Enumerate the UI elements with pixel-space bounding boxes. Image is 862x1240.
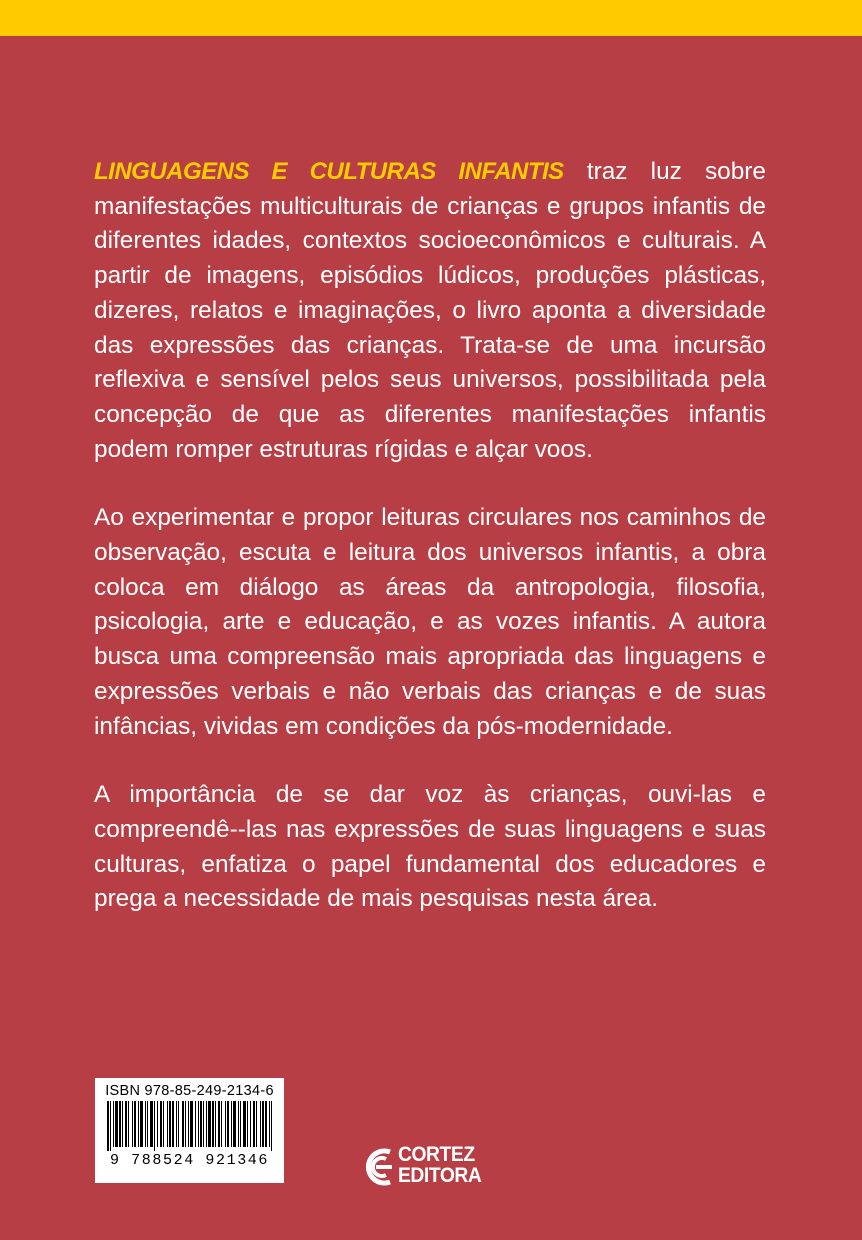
barcode-bar <box>150 1101 153 1147</box>
barcode-bar <box>250 1101 251 1147</box>
barcode-bar <box>160 1101 162 1147</box>
back-cover-blurb <box>94 155 766 917</box>
barcode-bar <box>140 1101 143 1147</box>
barcode-bar <box>172 1101 174 1147</box>
barcode-bar <box>188 1101 189 1147</box>
blurb-paragraph-1 <box>94 155 766 467</box>
blurb-paragraph-2: Ao experimentar e propor leituras circulares nos caminhos de observação, escuta e leitura dos universos infantis, a obra coloca em diálogo as áreas da antropologia, filosofia, psicologia, arte e educação, e as vozes infantis. A autora busca uma compreensão mais apropriada das linguagens e expressões verbais e não verbais das crianças e de suas infâncias, vividas em condições da pós-modernidade. <box>94 504 766 740</box>
barcode-bar <box>176 1101 177 1147</box>
barcode-bar <box>113 1101 114 1147</box>
barcode-bar <box>115 1101 118 1147</box>
top-yellow-band <box>0 0 862 36</box>
barcode-bar <box>147 1101 148 1147</box>
barcode-bar <box>138 1101 139 1147</box>
barcode-bar <box>247 1101 248 1147</box>
barcode-bar <box>208 1101 211 1147</box>
barcode-bar <box>231 1101 232 1147</box>
barcode-bar <box>212 1101 214 1147</box>
barcode-bar <box>200 1101 202 1147</box>
barcode-bar <box>163 1101 164 1147</box>
barcode-bar <box>238 1101 239 1147</box>
barcode-bar <box>185 1101 186 1147</box>
publisher-logo <box>360 1142 510 1202</box>
barcode-bar <box>206 1101 207 1147</box>
blurb-paragraph-1-text: traz luz sobre manifestações multiculturais de crianças e grupos infantis de diferentes idades, contextos socioeconômicos e culturais. A partir de imagens, episódios lúdicos, produções plásticas, dizeres, relatos e imaginações, o livro aponta a diversidade das expressões das crianças. Trata-se de uma incursão reflexiva e sensível pelos seus universos, possibilitada pela concepção de que as diferentes manifestações infantis podem romper estruturas rígidas e alçar voos. <box>94 158 766 463</box>
publisher-name-line2: EDITORA <box>398 1164 482 1187</box>
barcode-bar <box>203 1101 204 1147</box>
barcode-bar <box>240 1101 241 1147</box>
barcode-bar <box>157 1101 158 1147</box>
barcode-bar <box>182 1101 184 1147</box>
barcode-bar <box>271 1101 272 1151</box>
isbn-barcode <box>95 1078 284 1183</box>
barcode-bar <box>265 1101 267 1147</box>
barcode-bar <box>169 1101 171 1147</box>
barcode-bar <box>262 1101 264 1147</box>
barcode-bar <box>256 1101 257 1147</box>
barcode-bar <box>233 1101 236 1147</box>
barcode-bar <box>243 1101 246 1147</box>
barcode-bar <box>253 1101 255 1147</box>
barcode-bar <box>110 1101 111 1151</box>
barcode-bar <box>145 1101 146 1147</box>
barcode-bar <box>122 1101 123 1147</box>
isbn-label: ISBN 978-85-249-2134-6 <box>105 1083 274 1099</box>
barcode-bar <box>125 1101 127 1147</box>
barcode-bars-icon <box>104 1101 276 1151</box>
barcode-digits: 9 788524 921346 <box>109 1152 270 1169</box>
barcode-bar <box>154 1101 155 1151</box>
barcode-bar <box>107 1101 109 1151</box>
cortez-swirl-icon <box>360 1142 396 1192</box>
barcode-bar <box>178 1101 179 1147</box>
barcode-bar <box>195 1101 196 1147</box>
barcode-bar <box>260 1101 261 1147</box>
blurb-paragraph-3: A importância de se dar voz às crianças, ouvi-las e compreendê--las nas expressões de suas linguagens e suas culturas, enfatiza o papel fundamental dos educadores e prega a necessidade de mais pesquisas nesta área. <box>94 781 766 913</box>
barcode-bar <box>225 1101 226 1147</box>
barcode-bar <box>190 1101 193 1147</box>
barcode-bar <box>215 1101 216 1147</box>
barcode-bar <box>119 1101 121 1147</box>
barcode-bar <box>128 1101 129 1147</box>
book-title: LINGUAGENS E CULTURAS INFANTIS <box>94 158 564 185</box>
barcode-bar <box>227 1101 229 1147</box>
barcode-bar <box>198 1101 199 1147</box>
barcode-bar <box>221 1101 222 1147</box>
barcode-bar <box>218 1101 220 1147</box>
publisher-name-line1: CORTEZ <box>398 1143 475 1166</box>
barcode-bar <box>167 1101 168 1147</box>
barcode-bar <box>269 1101 270 1147</box>
barcode-bar <box>132 1101 133 1147</box>
barcode-bar <box>134 1101 136 1147</box>
